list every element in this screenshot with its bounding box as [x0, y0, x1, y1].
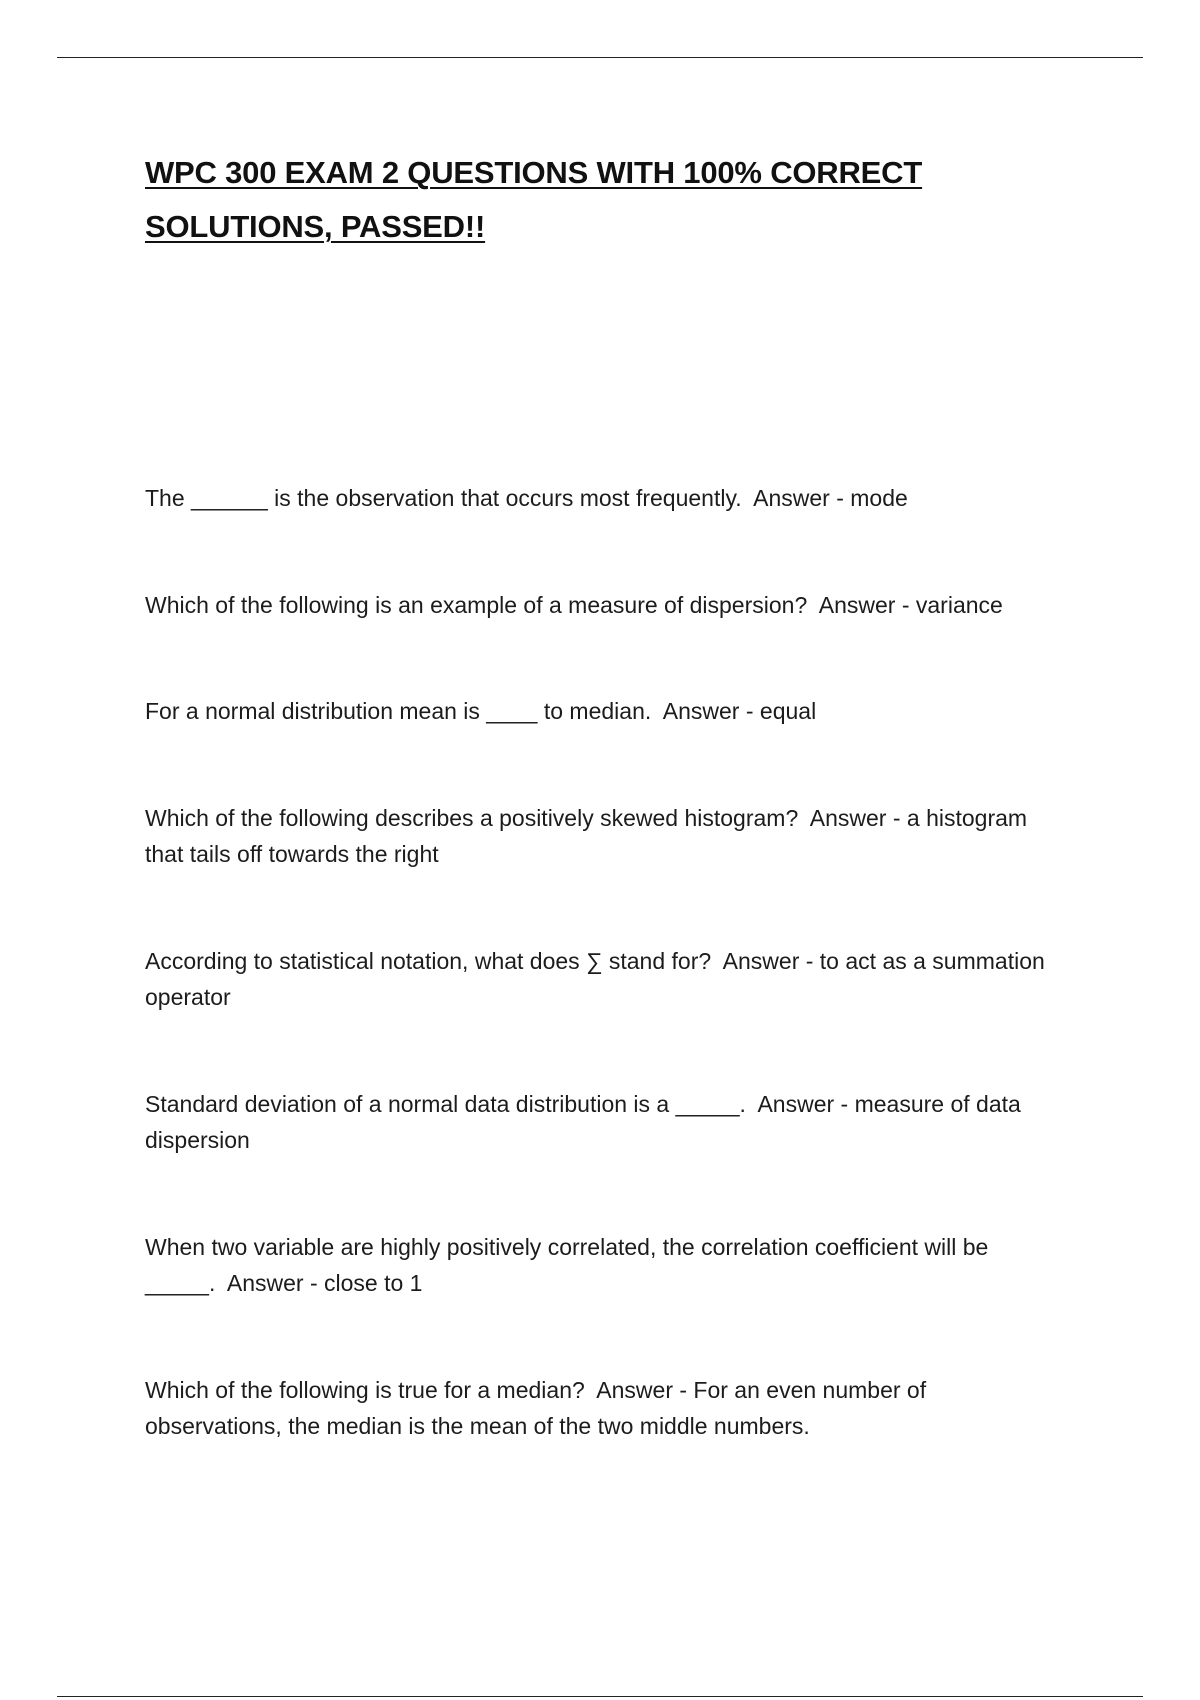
question-item: Which of the following describes a positively skewed histogram? Answer - a histogram that tails off towards the right — [145, 804, 1034, 867]
question-item: For a normal distribution mean is ____ to median. Answer - equal — [145, 698, 817, 724]
question-item: Which of the following is true for a median? Answer - For an even number of observations, the median is the mean of the two middle numbers. — [145, 1376, 933, 1439]
question-list — [145, 480, 1052, 1515]
footer-rule — [57, 1696, 1143, 1697]
document-title: WPC 300 EXAM 2 QUESTIONS WITH 100% CORRECT SOLUTIONS, PASSED!! — [145, 155, 923, 244]
header-rule — [57, 57, 1143, 58]
question-item: The ______ is the observation that occurs most frequently. Answer - mode — [145, 485, 908, 511]
question-item: Standard deviation of a normal data distribution is a _____. Answer - measure of data dispersion — [145, 1090, 1028, 1153]
question-item: According to statistical notation, what does ∑ stand for? Answer - to act as a summation operator — [145, 947, 1052, 1010]
question-item: Which of the following is an example of a measure of dispersion? Answer - variance — [145, 591, 1003, 618]
question-item: When two variable are highly positively correlated, the correlation coefficient will be _____. Answer - close to 1 — [145, 1233, 995, 1296]
